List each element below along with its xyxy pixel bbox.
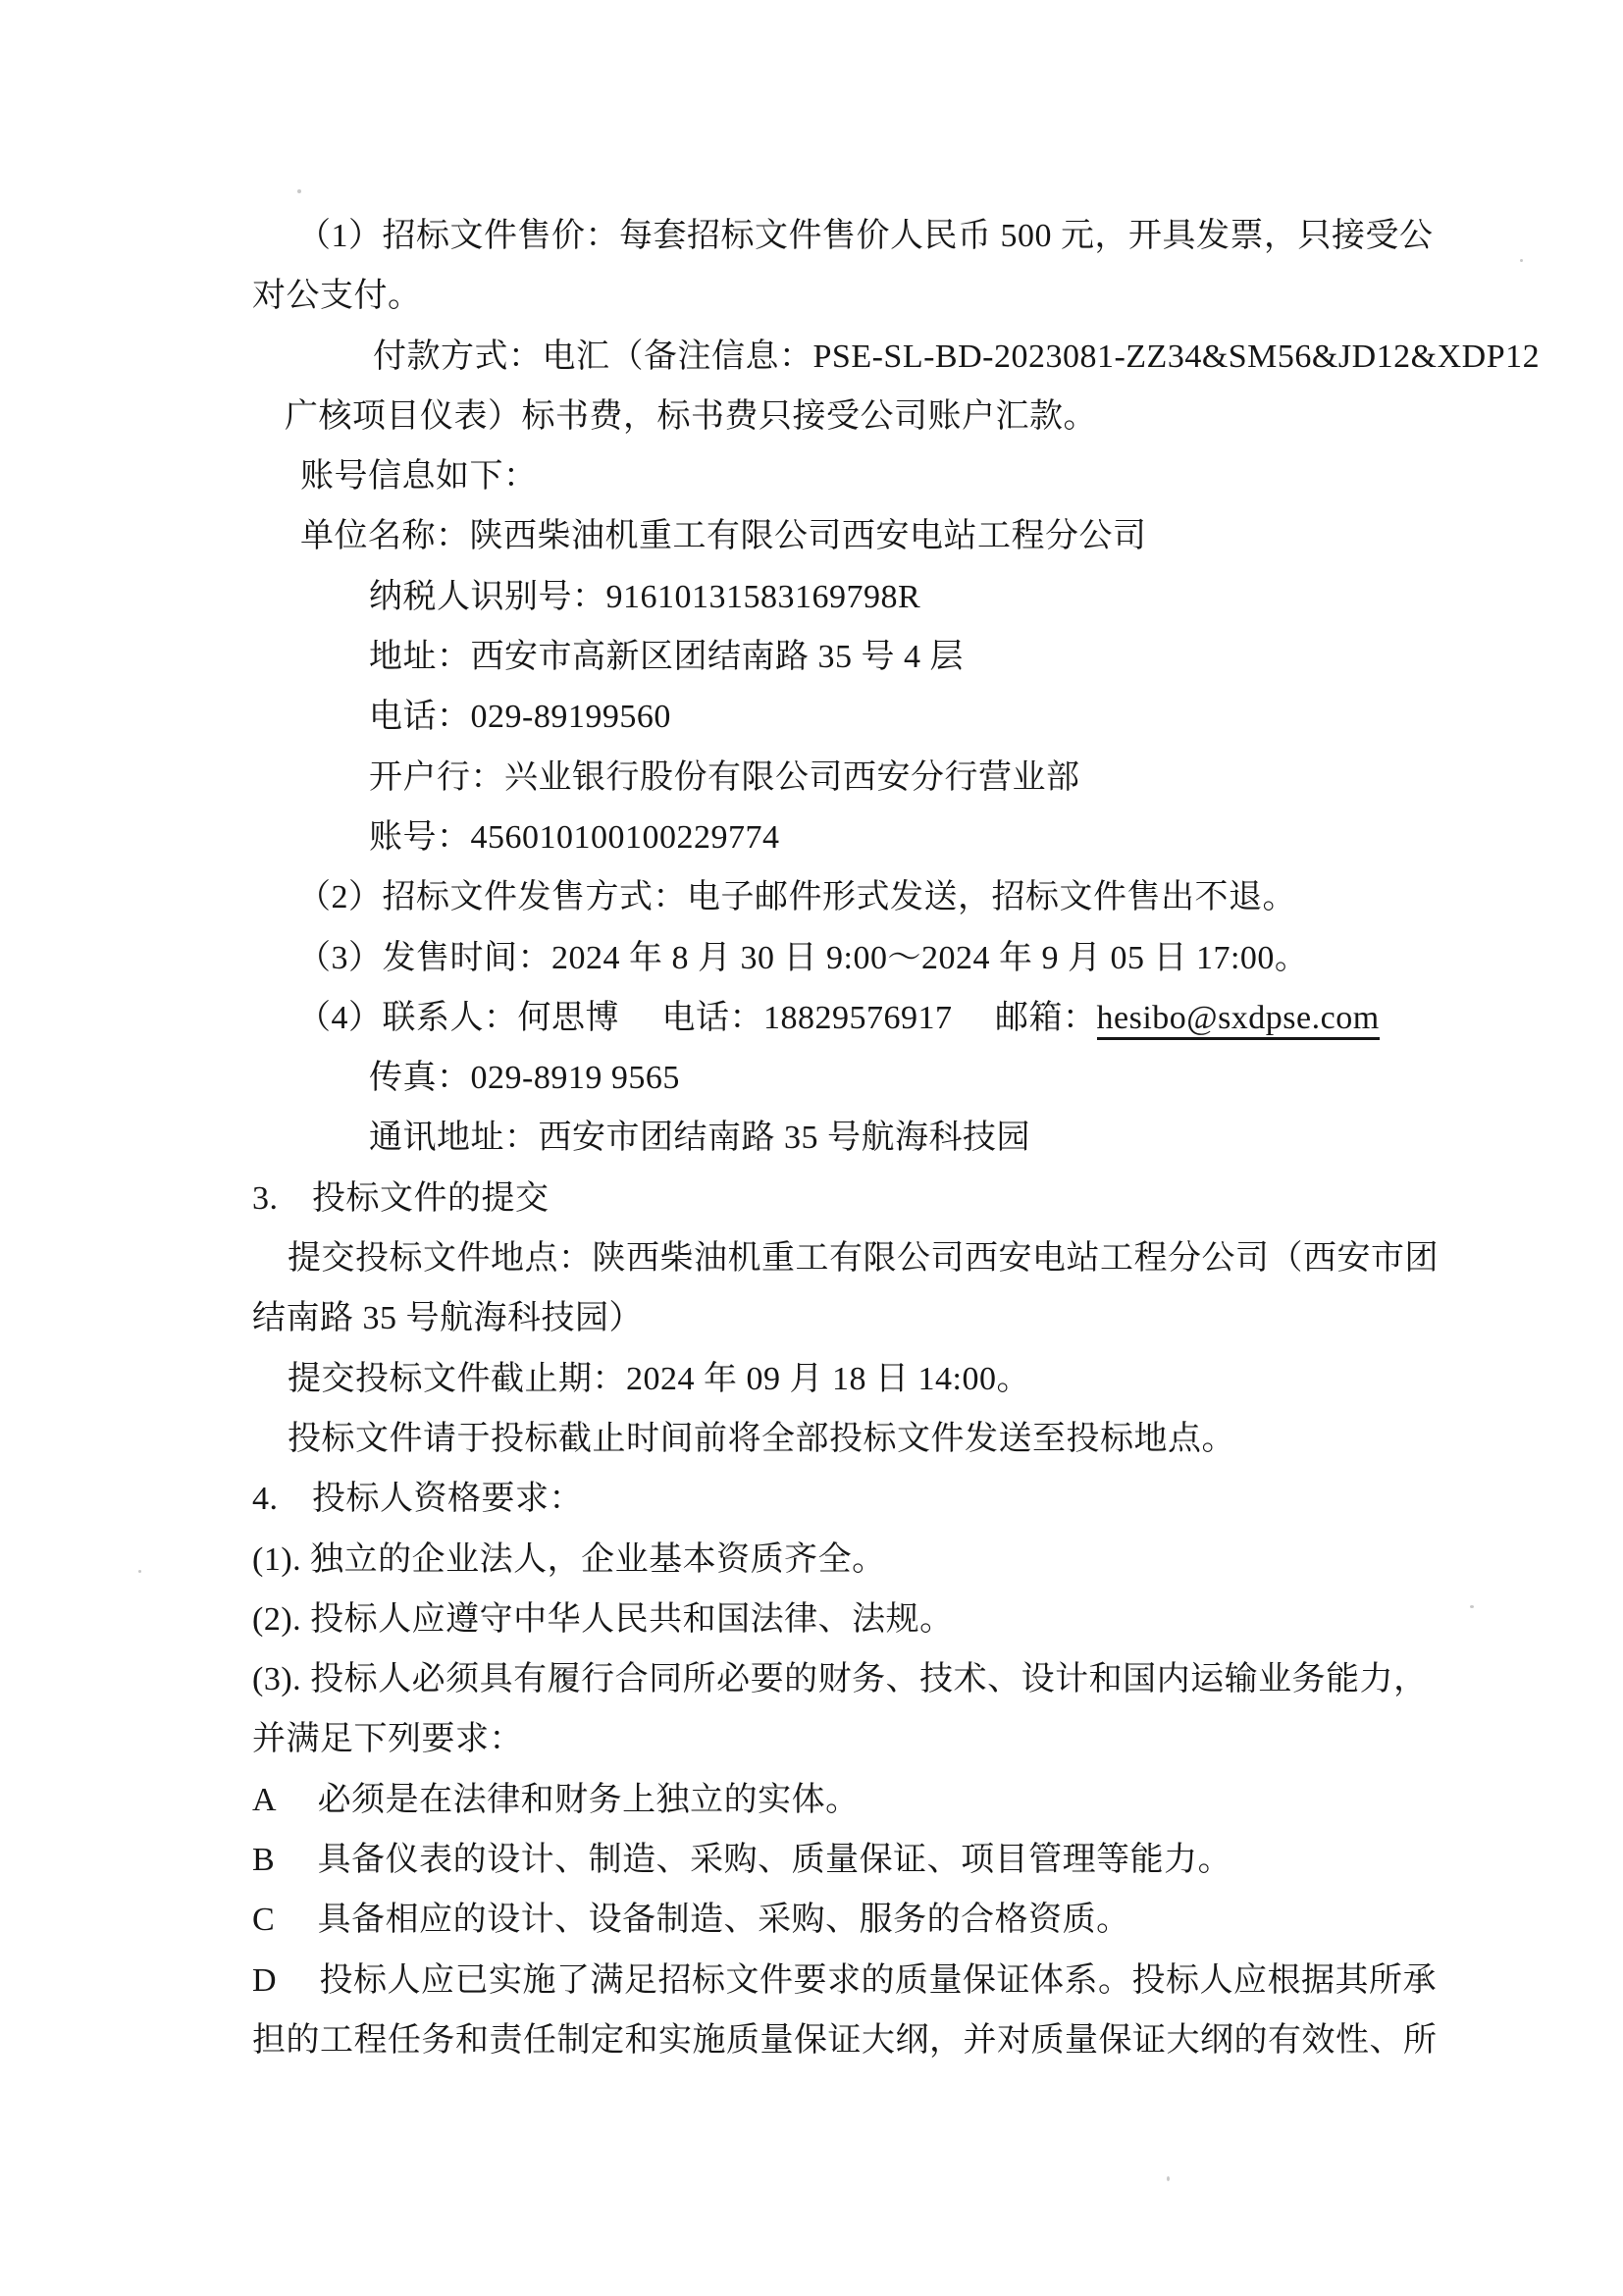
text-segment: (2). 投标人应遵守中华人民共和国法律、法规。 (252, 1600, 954, 1638)
document-line (297, 928, 1623, 988)
text-segment: 地址：西安市高新区团结南路 35 号 4 层 (369, 639, 964, 676)
document-line (369, 687, 1623, 747)
text-segment: 提交投标文件截止期：2024 年 09 月 18 日 14:00。 (288, 1360, 1030, 1397)
document-line (252, 1169, 1623, 1228)
email-link[interactable]: hesibo@sxdpse.com (1097, 1000, 1380, 1040)
document-line (252, 1830, 1623, 1890)
scan-speck (1167, 2176, 1170, 2181)
scan-speck (1520, 259, 1523, 262)
text-segment: C 具备相应的设计、设备制造、采购、服务的合格资质。 (252, 1902, 1130, 1939)
scan-speck (138, 1570, 141, 1573)
document-line (369, 748, 1623, 808)
text-segment: 通讯地址：西安市团结南路 35 号航海科技园 (369, 1120, 1030, 1157)
text-segment: 3. 投标文件的提交 (252, 1179, 550, 1217)
document-line (252, 1469, 1623, 1529)
document-line (285, 387, 1623, 446)
document-line (373, 327, 1623, 387)
text-segment: （1）招标文件售价：每套招标文件售价人民币 500 元，开具发票，只接受公 (297, 218, 1434, 254)
text-segment: 对公支付。 (252, 278, 422, 315)
document-line (252, 1770, 1623, 1830)
document-line (252, 1288, 1623, 1348)
text-segment: 传真：029-8919 9565 (369, 1060, 680, 1097)
text-segment: 付款方式：电汇（备注信息：PSE-SL-BD-2023081-ZZ34&SM56&JD12&XDP12 (373, 338, 1541, 375)
text-segment: 结南路 35 号航海科技园） (252, 1300, 643, 1337)
document-line (297, 988, 1623, 1048)
document-line (288, 1349, 1623, 1409)
document-line (252, 2010, 1623, 2070)
document-line (369, 808, 1623, 867)
document-line (252, 1951, 1623, 2010)
document-line (297, 867, 1623, 927)
scan-speck (297, 189, 301, 193)
text-segment: (1). 独立的企业法人，企业基本资质齐全。 (252, 1540, 886, 1578)
document-line (252, 266, 1623, 326)
document-line (369, 627, 1623, 687)
document-line (252, 1590, 1623, 1649)
text-segment: 纳税人识别号：91610131583169798R (369, 578, 921, 615)
document-line (297, 206, 1623, 266)
text-segment: 4. 投标人资格要求： (252, 1481, 583, 1518)
document-line (369, 1048, 1623, 1108)
text-segment: （3）发售时间：2024 年 8 月 30 日 9:00～2024 年 9 月 05 日 17:00。 (297, 939, 1309, 976)
document-line (252, 1649, 1623, 1709)
text-segment: 担的工程任务和责任制定和实施质量保证大纲，并对质量保证大纲的有效性、所 (252, 2021, 1438, 2059)
text-segment: 单位名称：陕西柴油机重工有限公司西安电站工程分公司 (300, 518, 1147, 555)
text-segment: 投标文件请于投标截止时间前将全部投标文件发送至投标地点。 (288, 1420, 1235, 1457)
document-line (252, 1530, 1623, 1590)
text-segment: 账号信息如下： (300, 458, 538, 496)
text-segment: （2）招标文件发售方式：电子邮件形式发送，招标文件售出不退。 (297, 879, 1296, 916)
document-line (252, 1890, 1623, 1950)
text-segment: 账号：456010100100229774 (369, 818, 780, 856)
document-line (252, 1709, 1623, 1769)
text-segment: 提交投标文件地点：陕西柴油机重工有限公司西安电站工程分公司（西安市团 (288, 1240, 1439, 1278)
document-line (300, 446, 1623, 506)
document-line (369, 567, 1623, 627)
text-segment: B 具备仪表的设计、制造、采购、质量保证、项目管理等能力。 (252, 1842, 1232, 1879)
document-body (0, 206, 1623, 2070)
document-line (288, 1228, 1623, 1288)
text-segment: 开户行：兴业银行股份有限公司西安分行营业部 (369, 758, 1080, 796)
text-segment: D 投标人应已实施了满足招标文件要求的质量保证体系。投标人应根据其所承 (252, 1961, 1438, 1999)
document-line (369, 1108, 1623, 1168)
document-line (300, 506, 1623, 566)
text-segment: A 必须是在法律和财务上独立的实体。 (252, 1781, 860, 1818)
text-segment: (3). 投标人必须具有履行合同所必要的财务、技术、设计和国内运输业务能力， (252, 1661, 1428, 1698)
scan-speck (1470, 1605, 1474, 1608)
text-segment: 并满足下列要求： (252, 1721, 523, 1758)
document-line (288, 1409, 1623, 1469)
text-segment: 广核项目仪表）标书费，标书费只接受公司账户汇款。 (285, 397, 1097, 435)
text-segment: 电话：029-89199560 (369, 699, 671, 736)
text-segment: （4）联系人：何思博 电话：18829576917 邮箱： (297, 999, 1097, 1036)
